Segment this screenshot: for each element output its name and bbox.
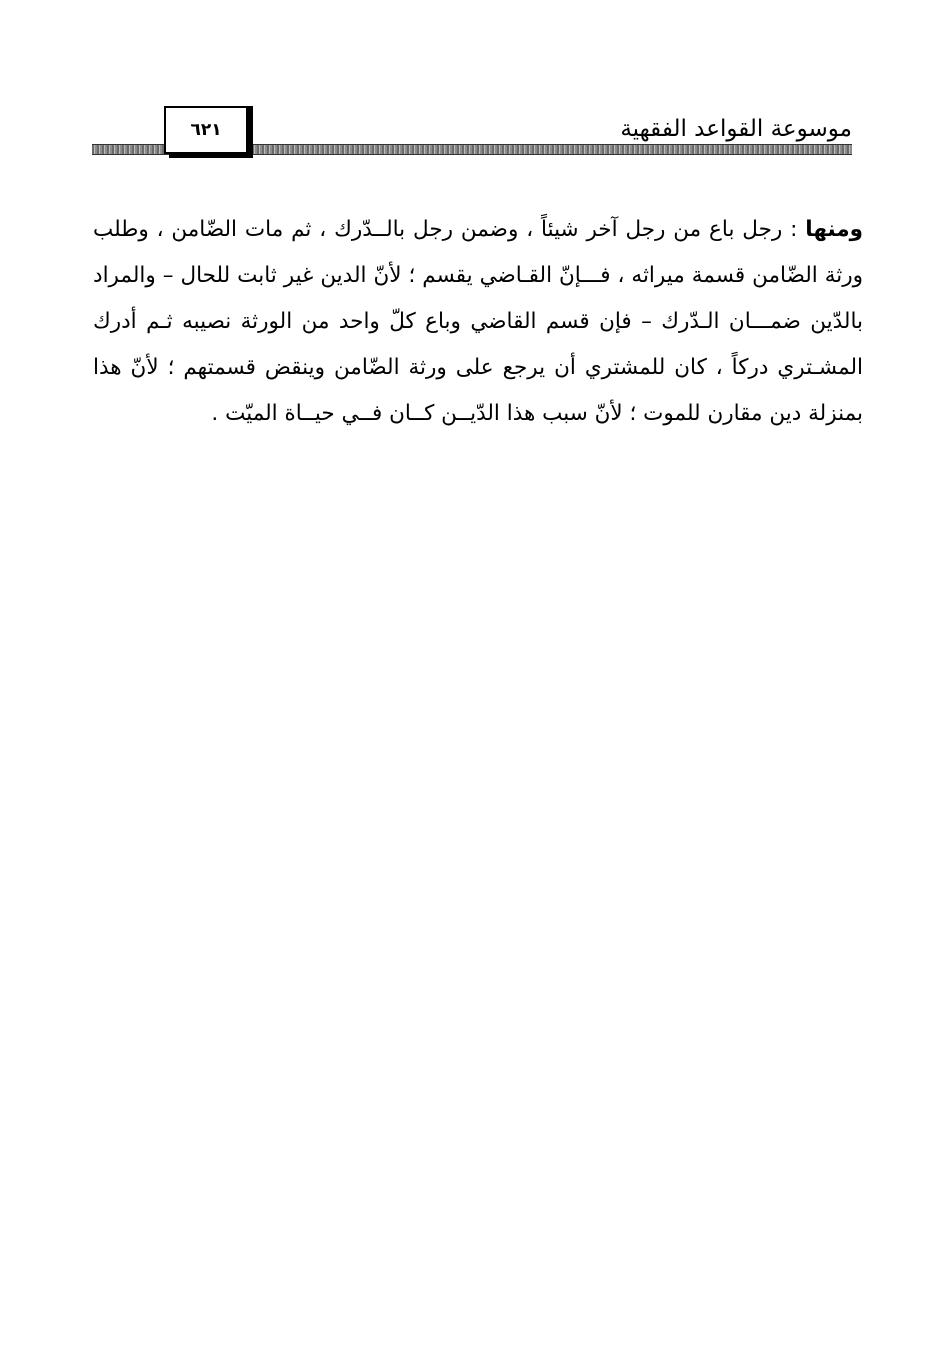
body-paragraph: [93, 207, 863, 437]
book-title: موسوعة القواعد الفقهية: [620, 116, 852, 142]
page-number: ٦٢١: [164, 106, 248, 154]
page-header: [92, 100, 852, 160]
lead-word: ومنها: [805, 217, 863, 242]
paragraph-text: : رجل باع من رجل آخر شيئاً ، وضمن رجل بالــدّرك ، ثم مات الضّامن ، وطلب ورثة الضّامن قسمة ميراثه ، فـــإنّ القـاضي يقسم ؛ لأنّ الدين غير ثابت للحال – والمراد بالدّين ضمـــان الـدّرك – فإن قسم القاضي وباع كلّ واحد من الورثة نصيبه ثـم أدرك المشـتري دركاً ، كان للمشتري أن يرجع على ورثة الضّامن وينقض قسمتهم ؛ لأنّ هذا بمنزلة دين مقارن للموت ؛ لأنّ سبب هذا الدّيــن كــان فــي حيــاة الميّت .: [93, 217, 863, 426]
